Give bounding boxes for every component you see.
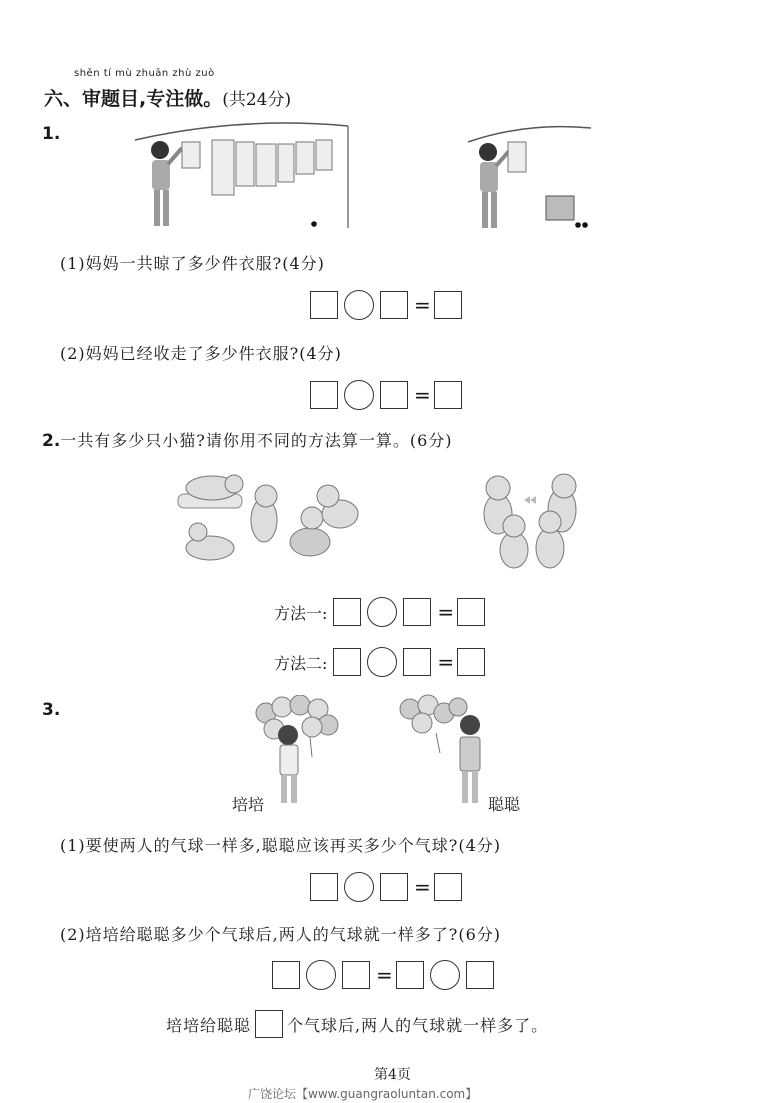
question-1-sub-2: (2)妈妈已经收走了多少件衣服?(4分): [60, 344, 342, 363]
answer-box[interactable]: [434, 291, 462, 319]
answer-box[interactable]: [333, 598, 361, 626]
question-1-number: 1.: [42, 124, 61, 144]
answer-box[interactable]: [457, 598, 485, 626]
equals-sign: =: [437, 600, 455, 624]
question-3-sub-1: (1)要使两人的气球一样多,聪聪应该再买多少个气球?(4分): [60, 836, 501, 855]
equation-q1-2: [310, 380, 462, 410]
answer-box[interactable]: [310, 381, 338, 409]
question-2-text: 一共有多少只小猫?请你用不同的方法算一算。(6分): [60, 431, 453, 450]
section-points: (共24分): [222, 90, 292, 110]
answer-box[interactable]: [310, 291, 338, 319]
question-1-sub-1: (1)妈妈一共晾了多少件衣服?(4分): [60, 254, 325, 273]
operator-circle[interactable]: [344, 290, 374, 320]
answer-sentence-after: 个气球后,两人的气球就一样多了。: [287, 1015, 549, 1035]
cats-illustration-left: [172, 470, 382, 570]
answer-sentence: [166, 1010, 548, 1038]
answer-box[interactable]: [380, 381, 408, 409]
equals-sign: =: [414, 293, 431, 317]
equation-q3-2: [272, 960, 494, 990]
answer-box[interactable]: [396, 961, 424, 989]
answer-box[interactable]: [403, 598, 431, 626]
method-2-row: [274, 647, 485, 677]
answer-box[interactable]: [434, 873, 462, 901]
answer-box[interactable]: [380, 873, 408, 901]
answer-sentence-before: 培培给聪聪: [166, 1015, 252, 1035]
question-2-number: 2.: [42, 431, 61, 451]
operator-circle[interactable]: [367, 647, 397, 677]
answer-box[interactable]: [333, 648, 361, 676]
question-3-sub-2: (2)培培给聪聪多少个气球后,两人的气球就一样多了?(6分): [60, 925, 501, 944]
operator-circle[interactable]: [367, 597, 397, 627]
equals-sign: =: [414, 383, 431, 407]
answer-box[interactable]: [310, 873, 338, 901]
section-title-text: 六、审题目,专注做。: [44, 88, 223, 110]
cats-illustration-right: [470, 470, 590, 572]
answer-box[interactable]: [457, 648, 485, 676]
question-2-line: [42, 428, 453, 451]
answer-box[interactable]: [466, 961, 494, 989]
operator-circle[interactable]: [306, 960, 336, 990]
operator-circle[interactable]: [344, 380, 374, 410]
equals-sign: =: [376, 963, 393, 987]
operator-circle[interactable]: [430, 960, 460, 990]
operator-circle[interactable]: [344, 872, 374, 902]
answer-box[interactable]: [342, 961, 370, 989]
name-peipei: 培培: [232, 795, 265, 814]
method-1-label: 方法一:: [274, 603, 328, 623]
answer-box[interactable]: [380, 291, 408, 319]
boy-with-balloons: [398, 693, 498, 811]
name-congcong: 聪聪: [488, 795, 521, 814]
laundry-illustration-full: [130, 118, 360, 236]
laundry-illustration-partial: [466, 120, 596, 234]
equation-q3-1: [310, 872, 462, 902]
method-1-row: [274, 597, 485, 627]
watermark: 广饶论坛【www.guangraoluntan.com】: [248, 1087, 478, 1101]
method-2-label: 方法二:: [274, 653, 328, 673]
equals-sign: =: [414, 875, 431, 899]
equation-q1-1: [310, 290, 462, 320]
answer-box[interactable]: [272, 961, 300, 989]
answer-box[interactable]: [403, 648, 431, 676]
question-3-number: 3.: [42, 700, 61, 720]
answer-box[interactable]: [434, 381, 462, 409]
page-number: 第4页: [374, 1067, 411, 1083]
answer-box[interactable]: [255, 1010, 283, 1038]
section-title: [44, 84, 291, 111]
equals-sign: =: [437, 650, 455, 674]
section-pinyin: shěn tí mù zhuān zhù zuò: [74, 68, 215, 79]
